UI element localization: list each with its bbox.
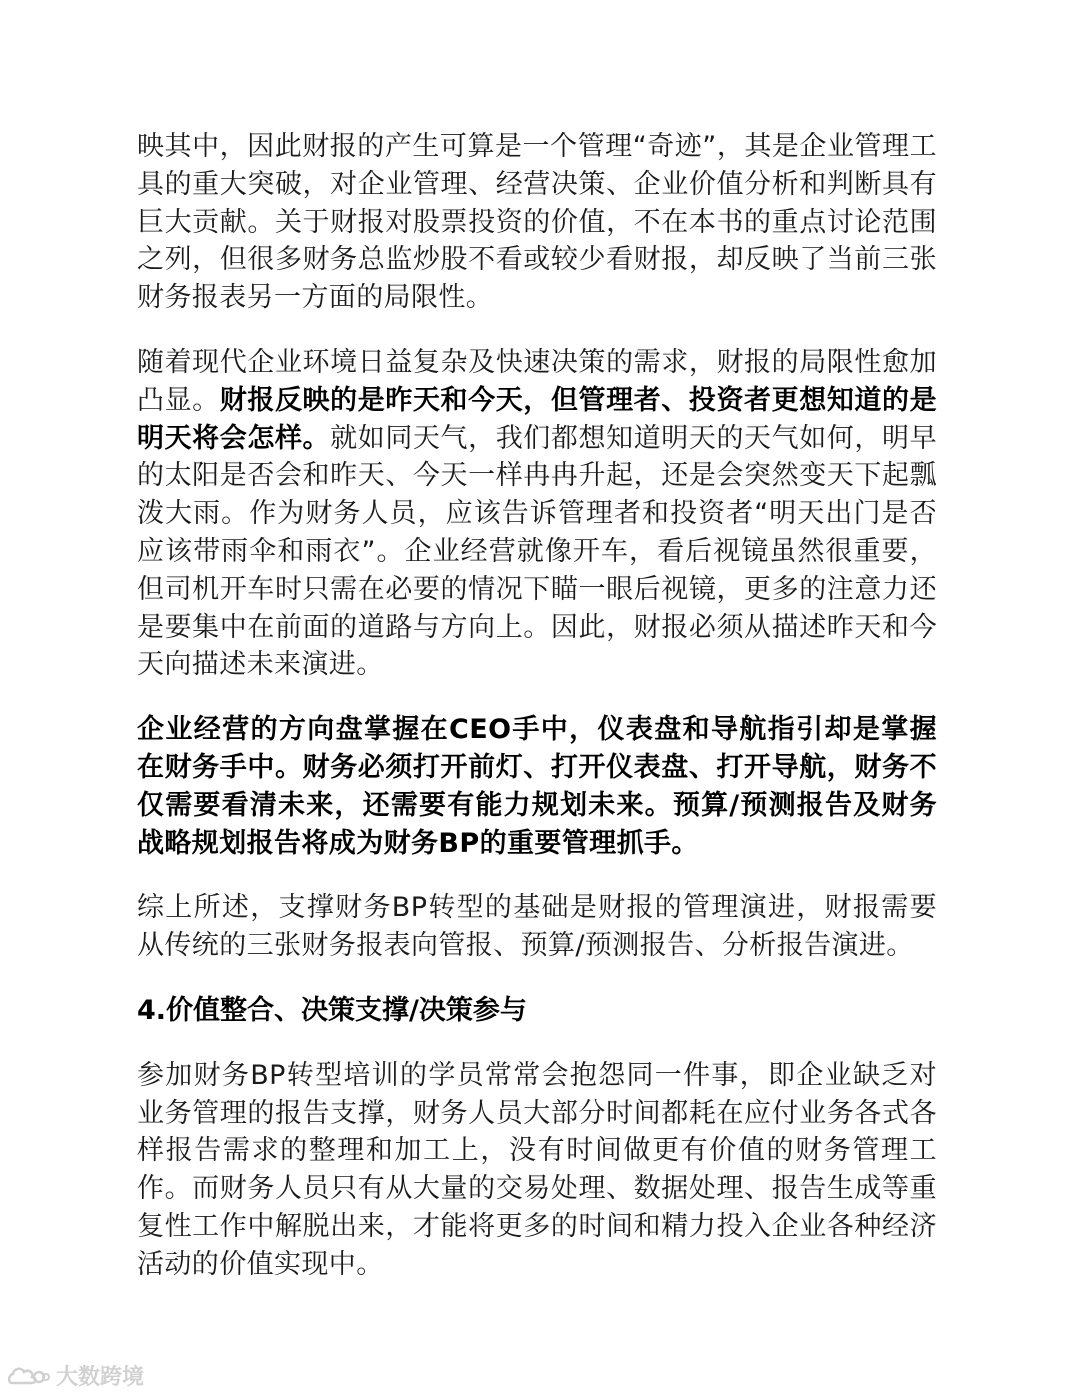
- paragraph-3-text: 企业经营的方向盘掌握在CEO手中，仪表盘和导航指引却是掌握在财务手中。财务必须打开前灯、打开仪表盘、打开导航，财务不仅需要看清未来，还需要有能力规划未来。预算/预测报告及财务战略规划报告将成为财务BP的重要管理抓手。: [137, 714, 937, 859]
- paragraph-1: [137, 128, 937, 317]
- paragraph-5: [137, 1057, 937, 1284]
- document-body: [137, 128, 937, 1284]
- paragraph-1-text: 映其中，因此财报的产生可算是一个管理“奇迹”，其是企业管理工具的重大突破，对企业管理、经营决策、企业价值分析和判断具有巨大贡献。关于财报对股票投资的价值，不在本书的重点讨论范围之列，但很多财务总监炒股不看或较少看财报，却反映了当前三张财务报表另一方面的局限性。: [137, 131, 937, 314]
- paragraph-2-bold-text: 财报反映的是昨天和今天，但管理者、投资者更想知道的是明天将会怎样。: [137, 384, 937, 454]
- watermark-text: 大数跨境: [56, 1365, 145, 1390]
- paragraph-2: [137, 344, 937, 684]
- paragraph-4: [137, 889, 937, 965]
- paragraph-2-text-a: 随着现代企业环境日益复杂及快速决策的需求，财报的局限性愈加凸显。: [137, 346, 937, 416]
- paragraph-4-text: 综上所述，支撑财务BP转型的基础是财报的管理演进，财报需要从传统的三张财务报表向管报、预算/预测报告、分析报告演进。: [137, 892, 937, 962]
- section-heading: 4.价值整合、决策支撑/决策参与: [137, 994, 527, 1026]
- watermark-logo-icon: [6, 1363, 50, 1389]
- paragraph-3-bold: [137, 711, 937, 862]
- paragraph-2-text-b: 就如同天气，我们都想知道明天的天气如何，明早的太阳是否会和昨天、今天一样冉冉升起，还是会突然变天下起瓢泼大雨。作为财务人员，应该告诉管理者和投资者“明天出门是否应该带雨伞和雨衣”。企业经营就像开车，看后视镜虽然很重要，但司机开车时只需在必要的情况下瞄一眼后视镜，更多的注意力还是要集中在前面的道路与方向上。因此，财报必须从描述昨天和今天向描述未来演进。: [137, 422, 937, 681]
- paragraph-5-text: 参加财务BP转型培训的学员常常会抱怨同一件事，即企业缺乏对业务管理的报告支撑，财务人员大部分时间都耗在应付业务各式各样报告需求的整理和加工上，没有时间做更有价值的财务管理工作。而财务人员只有从大量的交易处理、数据处理、报告生成等重复性工作中解脱出来，才能将更多的时间和精力投入企业各种经济活动的价值实现中。: [137, 1059, 937, 1280]
- watermark: [6, 1360, 144, 1391]
